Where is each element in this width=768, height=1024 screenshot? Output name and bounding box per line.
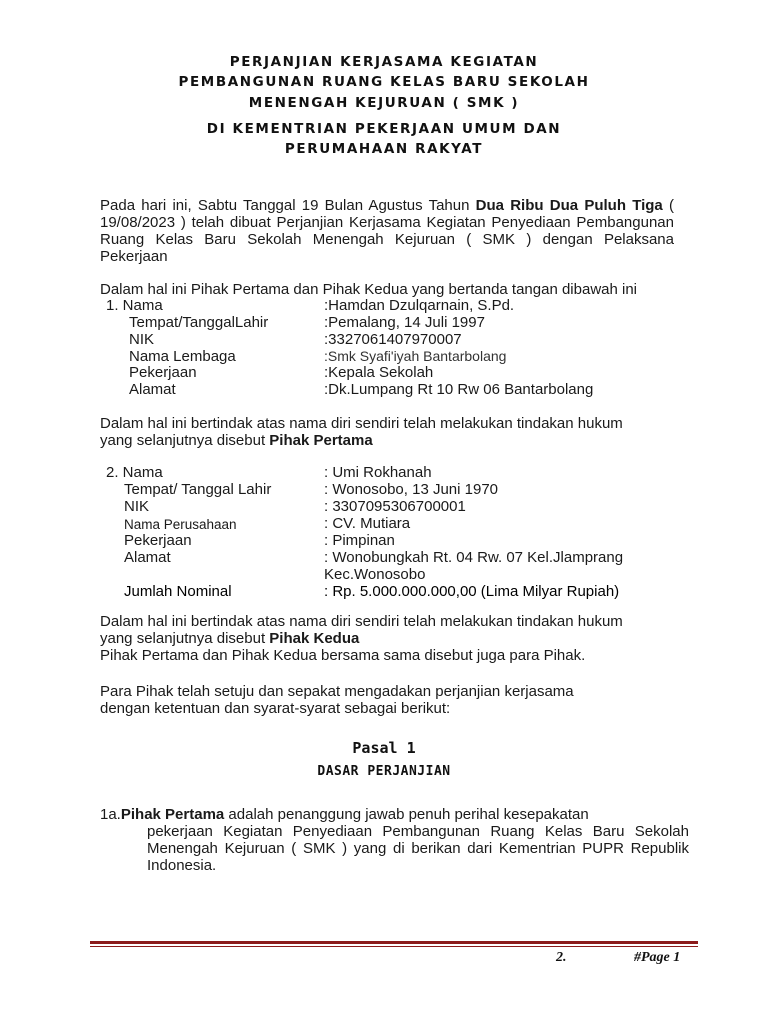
party2-label-nik: NIK bbox=[124, 498, 150, 515]
title-line-2: PEMBANGUNAN RUANG KELAS BARU SEKOLAH bbox=[178, 74, 590, 90]
party2-value-address: : Wonobungkah Rt. 04 Rw. 07 Kel.Jlamprang bbox=[324, 549, 624, 566]
party2-value-address-cont: Kec.Wonosobo bbox=[324, 566, 426, 583]
party1-value-nik: :3327061407970007 bbox=[324, 331, 462, 348]
party2-statement-line2: yang selanjutnya disebut Pihak Kedua bbox=[100, 630, 360, 647]
party1-value-birth: :Pemalang, 14 Juli 1997 bbox=[324, 314, 485, 331]
party1-statement-line2: yang selanjutnya disebut Pihak Pertama bbox=[100, 432, 373, 449]
clause-1a-bold: Pihak Pertama bbox=[120, 806, 225, 823]
footer-rule-thick bbox=[90, 941, 698, 944]
party2-label-address: Alamat bbox=[124, 549, 171, 566]
party1-value-job: :Kepala Sekolah bbox=[324, 364, 434, 381]
footer-page-number: #Page 1 bbox=[634, 950, 681, 965]
party2-value-birth: : Wonosobo, 13 Juni 1970 bbox=[324, 481, 499, 498]
party2-value-company: : CV. Mutiara bbox=[324, 515, 411, 532]
clause-1a-continuation: pekerjaan Kegiatan Penyediaan Pembangunan Ruang Kelas Baru Sekolah Menengah Kejuruan ( SMK ) yang di berikan dari Kementrian PUPR Republik Indonesia. bbox=[147, 823, 689, 874]
party2-label-amount: Jumlah Nominal bbox=[124, 583, 232, 600]
party2-value-amount: : Rp. 5.000.000.000,00 (Lima Milyar Rupiah) bbox=[324, 583, 620, 600]
title-line-3: MENENGAH KEJURUAN ( SMK ) bbox=[248, 95, 520, 111]
footer-rule-thin bbox=[90, 946, 698, 947]
pasal-title: Pasal 1 bbox=[352, 739, 416, 757]
agreement-line1: Para Pihak telah setuju dan sepakat mengadakan perjanjian kerjasama bbox=[100, 683, 574, 700]
party1-role-bold: Pihak Pertama bbox=[269, 432, 373, 449]
party2-role-bold: Pihak Kedua bbox=[269, 630, 360, 647]
title-line-1: PERJANJIAN KERJASAMA KEGIATAN bbox=[229, 54, 539, 70]
party1-label-institution: Nama Lembaga bbox=[129, 348, 236, 365]
party2-label-birth: Tempat/ Tanggal Lahir bbox=[124, 481, 272, 498]
party1-label-job: Pekerjaan bbox=[129, 364, 197, 381]
party1-label-name: 1. Nama bbox=[106, 297, 163, 314]
party1-value-name: :Hamdan Dzulqarnain, S.Pd. bbox=[324, 297, 515, 314]
party1-label-nik: NIK bbox=[129, 331, 155, 348]
party2-statement-line3: Pihak Pertama dan Pihak Kedua bersama sama disebut juga para Pihak. bbox=[100, 647, 586, 664]
party2-value-nik: : 3307095306700001 bbox=[324, 498, 466, 515]
party1-label-birth: Tempat/TanggalLahir bbox=[129, 314, 269, 331]
intro-paragraph: Pada hari ini, Sabtu Tanggal 19 Bulan Agustus Tahun Dua Ribu Dua Puluh Tiga ( 19/08/2023 ) telah dibuat Perjanjian Kerjasama Kegiatan Penyediaan Pembangunan Ruang Kelas Baru Sekolah Menengah Kejuruan ( SMK ) dengan Pelaksana Pekerjaan bbox=[100, 197, 674, 265]
pasal-subtitle: DASAR PERJANJIAN bbox=[317, 764, 451, 779]
party2-label-company: Nama Perusahaan bbox=[124, 517, 237, 532]
footer-number: 2. bbox=[556, 950, 567, 965]
party1-statement-line1: Dalam hal ini bertindak atas nama diri sendiri telah melakukan tindakan hukum bbox=[100, 415, 623, 432]
party1-label-address: Alamat bbox=[129, 381, 176, 398]
party1-value-address: :Dk.Lumpang Rt 10 Rw 06 Bantarbolang bbox=[324, 381, 594, 398]
party2-value-name: : Umi Rokhanah bbox=[324, 464, 432, 481]
title-line-4: DI KEMENTRIAN PEKERJAAN UMUM DAN bbox=[206, 121, 562, 137]
party2-label-name: 2. Nama bbox=[106, 464, 163, 481]
party2-statement-line1: Dalam hal ini bertindak atas nama diri sendiri telah melakukan tindakan hukum bbox=[100, 613, 623, 630]
title-line-5: PERUMAHAAN RAKYAT bbox=[284, 141, 484, 157]
clause-1a-line1: 1a.Pihak Pertama adalah penanggung jawab penuh perihal kesepakatan bbox=[100, 806, 589, 823]
party2-label-job: Pekerjaan bbox=[124, 532, 192, 549]
parties-intro: Dalam hal ini Pihak Pertama dan Pihak Kedua yang bertanda tangan dibawah ini bbox=[100, 281, 638, 298]
intro-year-bold: Dua Ribu Dua Puluh Tiga bbox=[475, 197, 663, 214]
party2-value-job: : Pimpinan bbox=[324, 532, 395, 549]
party1-value-institution: :Smk Syafi'iyah Bantarbolang bbox=[324, 348, 507, 364]
agreement-line2: dengan ketentuan dan syarat-syarat sebagai berikut: bbox=[100, 700, 451, 717]
